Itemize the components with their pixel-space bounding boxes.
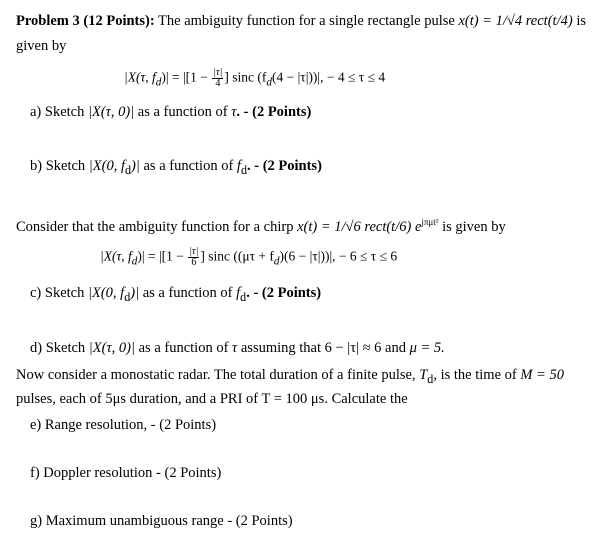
part-e (30, 416, 216, 434)
is-word: is (576, 13, 586, 29)
part-b-label: b) Sketch (30, 158, 86, 174)
part-b-points: . - (2 Points) (247, 158, 322, 174)
radar-line-2 (16, 390, 408, 408)
problem-intro: The ambiguity function for a single rectangle pulse (158, 13, 455, 29)
part-c-points: . - (2 Points) (246, 285, 322, 301)
part-b-var-sub: d (240, 162, 247, 177)
eq1-sinc-sub: d (266, 76, 272, 89)
equation-rect-ambiguity (124, 68, 385, 91)
part-d-label: d) Sketch (30, 340, 86, 356)
eq2-frac-den: 6 (191, 257, 197, 268)
problem-heading-line (16, 12, 586, 30)
chirp-text: Consider that the ambiguity function for a chirp (16, 218, 294, 235)
eq1-frac-num: |τ| (213, 67, 223, 78)
eq1-frac-den: 4 (215, 78, 221, 89)
part-b-expr-sub: d (125, 162, 132, 177)
eq2-sinc: sinc ((μτ + f (208, 248, 274, 264)
part-c (30, 284, 321, 306)
radar-td-sub: d (427, 371, 434, 386)
radar-line-1 (16, 366, 564, 388)
part-d-expr: |X(τ, 0)| (88, 340, 135, 356)
eq2-sinc-sub: d (273, 255, 280, 268)
part-f-text: f) Doppler resolution - (2 Points) (30, 465, 222, 481)
part-b-expr: |X(0, f (88, 158, 125, 174)
part-c-text: as a function of (142, 285, 233, 301)
part-f (30, 464, 221, 482)
part-a-expr: |X(τ, 0)| (87, 104, 135, 120)
part-b-text: as a function of (143, 158, 234, 174)
eq1-fraction (212, 68, 223, 89)
radar-text-2: pulses, each of 5μs duration, and a PRI of T = 100 μs. Calculate the (16, 391, 408, 407)
radar-td: T (419, 367, 428, 383)
eq2-bracket-open: |[1 − (158, 248, 184, 264)
eq2-lhs-sub: d (131, 255, 138, 268)
part-g (30, 512, 293, 530)
eq1-sinc: sinc (f (232, 69, 267, 85)
eq2-range: , − 6 ≤ τ ≤ 6 (332, 248, 398, 264)
eq1-lhs-sub: d (155, 76, 162, 89)
radar-text-1: Now consider a monostatic radar. The total duration of a finite pulse, (16, 367, 416, 383)
eq1-bracket-close: ] (224, 69, 229, 85)
eq1-range: , − 4 ≤ τ ≤ 4 (320, 69, 386, 85)
part-c-label: c) Sketch (30, 285, 85, 301)
pulse-expression: x(t) = 1/√4 rect(t/4) (458, 13, 573, 29)
part-d-var: τ (232, 340, 238, 356)
eq1-lhs-end: )| = (161, 69, 180, 85)
part-a-text: as a function of (137, 104, 228, 120)
part-a-label: a) Sketch (30, 104, 85, 120)
given-by: given by (16, 38, 67, 54)
eq2-frac-num: |τ| (189, 246, 199, 257)
eq2-fraction (188, 247, 199, 268)
eq2-sinc-rest: )(6 − |τ|))| (279, 248, 333, 264)
part-d-text2: assuming that 6 − |τ| ≈ 6 and (240, 340, 406, 356)
chirp-line (16, 213, 506, 236)
chirp-expr: x(t) = 1/√6 rect(t/6) e (297, 218, 422, 235)
part-d (30, 339, 445, 357)
problem-heading: Problem 3 (12 Points): (16, 13, 155, 29)
chirp-exp: jπμt² (421, 217, 439, 227)
part-c-expr-sub: d (124, 289, 131, 304)
part-g-text: g) Maximum unambiguous range - (2 Points) (30, 513, 293, 529)
part-a (30, 103, 311, 121)
part-d-mu: μ = 5. (409, 340, 445, 356)
part-b (30, 157, 322, 179)
eq2-bracket-close: ] (200, 248, 205, 264)
eq1-sinc-rest: (4 − |τ|))| (272, 69, 321, 85)
radar-text-1b: , is the time of (433, 367, 517, 383)
given-by-line (16, 37, 66, 55)
part-b-expr-end: )| (131, 158, 140, 174)
part-c-expr-end: )| (130, 285, 140, 301)
part-b-var: f (236, 158, 241, 174)
part-c-var: f (236, 285, 241, 301)
chirp-tail: is given by (442, 218, 506, 235)
part-c-expr: |X(0, f (87, 285, 125, 301)
eq1-lhs: |X(τ, f (124, 69, 156, 85)
part-d-text: as a function of (138, 340, 229, 356)
equation-chirp-ambiguity (100, 247, 397, 270)
eq2-lhs: |X(τ, f (100, 248, 132, 264)
part-e-text: e) Range resolution, - (2 Points) (30, 417, 217, 433)
part-a-var: τ (231, 104, 237, 120)
radar-m-expr: M = 50 (520, 367, 564, 383)
eq2-lhs-end: )| = (137, 248, 156, 264)
part-c-var-sub: d (240, 289, 247, 304)
part-a-points: . - (2 Points) (236, 104, 312, 120)
eq1-bracket-open: |[1 − (182, 69, 208, 85)
